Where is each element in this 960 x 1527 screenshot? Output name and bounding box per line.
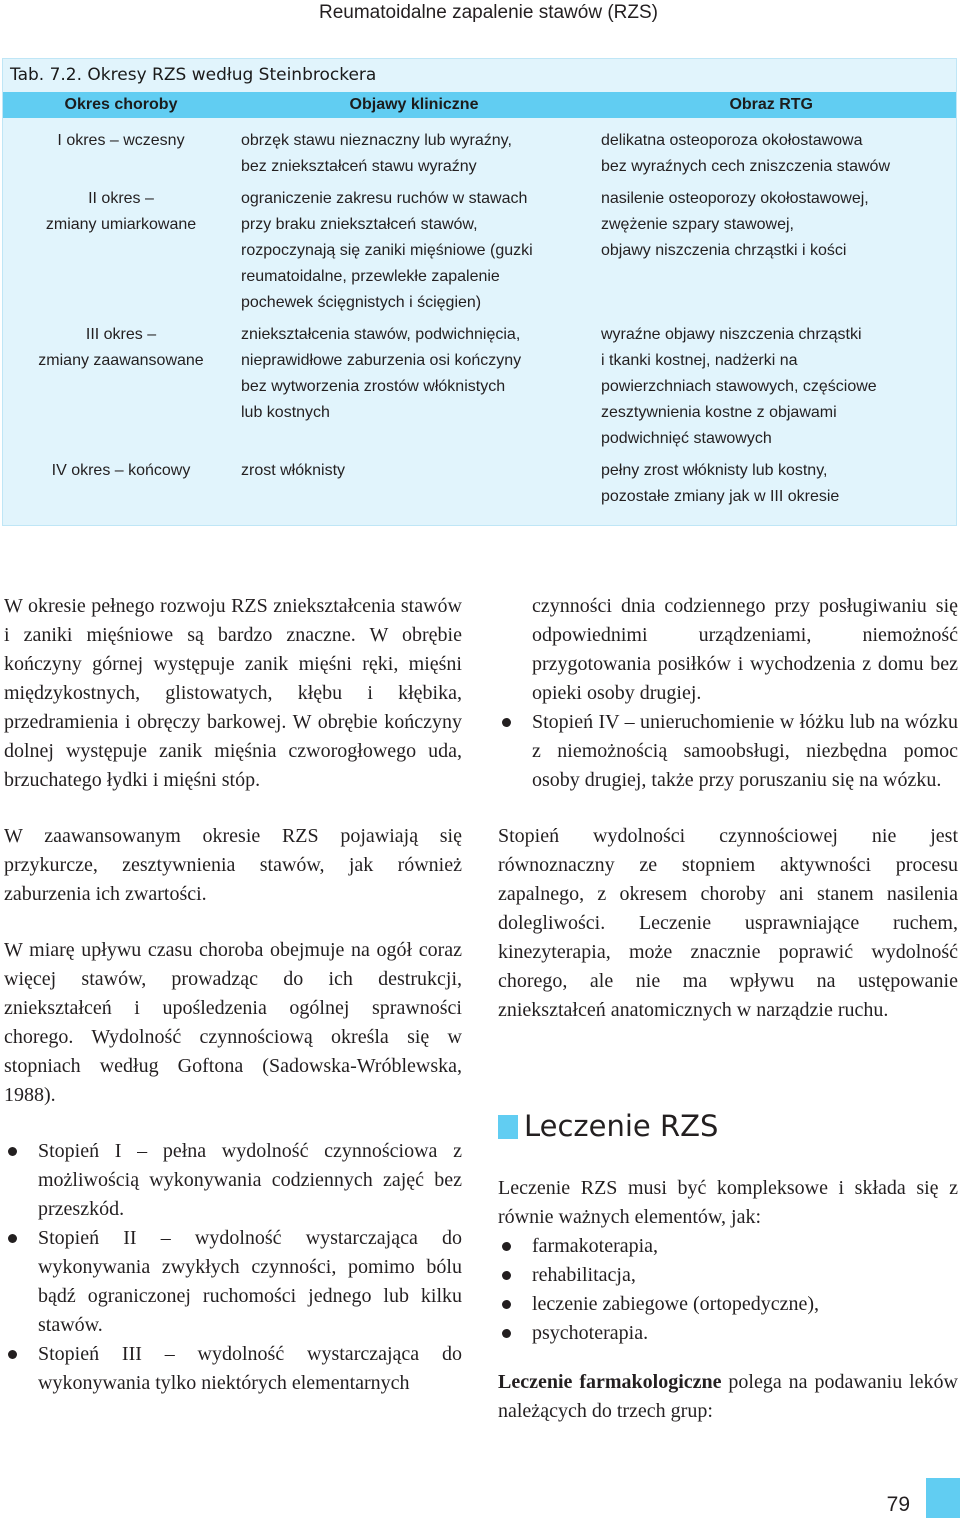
period-line: IV okres – końcowy xyxy=(51,462,191,479)
clinical-cell xyxy=(241,186,593,316)
period-line: zmiany zaawansowane xyxy=(38,352,204,369)
rtg-cell xyxy=(601,458,941,510)
list-item: farmakoterapia, xyxy=(498,1232,958,1261)
bullet-icon xyxy=(8,1350,17,1359)
clinical-line: pochewek ścięgnistych i ścięgien) xyxy=(241,294,482,311)
rtg-cell xyxy=(601,128,941,180)
clinical-line: zniekształcenia stawów, podwichnięcia, xyxy=(241,326,521,343)
functional-grades-list xyxy=(4,1137,462,1398)
clinical-cell xyxy=(241,458,593,484)
rtg-line: podwichnięć stawowych xyxy=(601,430,772,447)
list-item: Stopień III – wydolność wystarczająca do wykonywania tylko niektórych elementarnych xyxy=(4,1340,462,1398)
rtg-line: pozostałe zmiany jak w III okresie xyxy=(601,488,840,505)
list-item: Stopień I – pełna wydolność czynnościowa z możliwością wykonywania codziennych zajęć bez przeszkód. xyxy=(4,1137,462,1224)
list-item: leczenie zabiegowe (ortopedyczne), xyxy=(498,1290,958,1319)
paragraph-gofton: W miarę upływu czasu choroba obejmuje na ogół coraz więcej stawów, prowadząc do ich destrukcji, zniekształceń i upośledzenia ogólnej sprawności chorego. Wydolność czynnościową określa się w stopniach według Goftona (Sadowska-Wróblewska, 1988). xyxy=(4,939,462,1106)
bullet-icon xyxy=(502,718,511,727)
table-title: Tab. 7.2. Okresy RZS według Steinbrockera xyxy=(10,65,377,85)
bullet-icon xyxy=(502,1242,511,1251)
left-column xyxy=(4,592,462,1398)
clinical-line: bez wytworzenia zrostów włóknistych xyxy=(241,378,506,395)
bullet-icon xyxy=(8,1147,17,1156)
bullet-icon xyxy=(502,1329,511,1338)
treatment-elements-list xyxy=(498,1232,958,1348)
clinical-line: ograniczenie zakresu ruchów w stawach xyxy=(241,190,528,207)
paragraph-contractures: W zaawansowanym okresie RZS pojawiają się przykurcze, zesztywnienia stawów, jak również zaburzenia ich zwartości. xyxy=(4,825,462,905)
page-tab-marker xyxy=(926,1478,960,1518)
list-item: psychoterapia. xyxy=(498,1319,958,1348)
clinical-line: reumatoidalne, przewlekłe zapalenie xyxy=(241,268,500,285)
clinical-line: rozpoczynają się zaniki mięśniowe (guzki xyxy=(241,242,533,259)
rtg-line: delikatna osteoporoza okołostawowa xyxy=(601,132,863,149)
clinical-line: obrzęk stawu nieznaczny lub wyraźny, xyxy=(241,132,512,149)
rtg-cell xyxy=(601,186,941,264)
paragraph-pharmacological xyxy=(498,1368,958,1426)
rtg-line: bez wyraźnych cech zniszczenia stawów xyxy=(601,158,891,175)
clinical-line: bez zniekształceń stawu wyraźny xyxy=(241,158,477,175)
section-title: Leczenie RZS xyxy=(498,1104,718,1148)
rtg-line: wyraźne objawy niszczenia chrząstki xyxy=(601,326,862,343)
period-line: III okres – xyxy=(85,326,157,343)
period-line: I okres – wczesny xyxy=(57,132,185,149)
rtg-line: nasilenie osteoporozy okołostawowej, xyxy=(601,190,869,207)
table-row xyxy=(13,458,229,484)
paragraph-treatment: Leczenie RZS musi być kompleksowe i składa się z równie ważnych elementów, jak: xyxy=(498,1177,958,1228)
clinical-line: lub kostnych xyxy=(241,404,330,421)
clinical-cell xyxy=(241,322,593,426)
header-rtg: Obraz RTG xyxy=(729,96,813,113)
clinical-line: przy braku zniekształceń stawów, xyxy=(241,216,478,233)
header-period: Okres choroby xyxy=(64,96,178,113)
clinical-line: zrost włóknisty xyxy=(241,462,346,479)
rtg-cell xyxy=(601,322,941,452)
paragraph-advanced-changes: W okresie pełnego rozwoju RZS zniekształcenia stawów i zaniki mięśniowe są bardzo znaczne. W obrębie kończyny górnej występuje zanik mięśni ręki, mięśni międzykostnych, glistowatych, kłębu i kłębika, przedramienia i obręczy barkowej. W obrębie kończyny dolnej występuje zanik mięśnia czworogłowego uda, brzuchatego łydki i mięśni stóp. xyxy=(4,595,462,791)
period-line: II okres – xyxy=(88,190,154,207)
paragraph-functional-capacity: Stopień wydolności czynnościowej nie jest równoznaczny ze stopniem aktywności procesu zapalnego, z okresem choroby ani stanem nasilenia dolegliwości. Leczenie usprawniające ruchem, kinezyterapia, może znacznie poprawić wydolność chorego, ale nie ma wpływu na ustępowanie zniekształceń anatomicznych w narządzie ruchu. xyxy=(498,825,958,1021)
paragraph-continuation: czynności dnia codziennego przy posługiwaniu się odpowiednimi urządzeniami, niemożność przygotowania posiłków i wychodzenia z domu bez opieki osoby drugiej. xyxy=(532,595,958,704)
rtg-line: powierzchniach stawowych, częściowe xyxy=(601,378,877,395)
treatment-section xyxy=(498,1174,958,1426)
stages-table xyxy=(2,58,957,526)
list-item: rehabilitacja, xyxy=(498,1261,958,1290)
paragraph-text: polega na podawaniu leków należących do trzech grup: xyxy=(498,1371,958,1422)
running-header: Reumatoidalne zapalenie stawów (RZS) xyxy=(319,2,658,23)
bold-term: Leczenie farmakologiczne xyxy=(498,1371,722,1393)
rtg-line: pełny zrost włóknisty lub kostny, xyxy=(601,462,828,479)
header-clinical: Objawy kliniczne xyxy=(349,96,479,113)
clinical-line: nieprawidłowe zaburzenia osi kończyny xyxy=(241,352,522,369)
list-item: Stopień IV – unieruchomienie w łóżku lub na wózku z niemożnością samoobsługi, niezbędna pomoc osoby drugiej, także przy poruszaniu się na wózku. xyxy=(498,708,958,795)
bullet-icon xyxy=(8,1234,17,1243)
table-row xyxy=(13,322,229,374)
table-header-row xyxy=(3,92,956,118)
list-item: Stopień II – wydolność wystarczająca do wykonywania zwykłych czynności, pomimo bólu bądź ograniczonej ruchomości jednego lub kilku stawów. xyxy=(4,1224,462,1340)
table-row xyxy=(13,186,229,238)
clinical-cell xyxy=(241,128,593,180)
rtg-line: i tkanki kostnej, nadżerki na xyxy=(601,352,798,369)
rtg-line: zesztywnienia kostne z objawami xyxy=(601,404,837,421)
period-line: zmiany umiarkowane xyxy=(45,216,197,233)
grade-four-list xyxy=(498,708,958,795)
page-number: 79 xyxy=(886,1493,910,1516)
table-row xyxy=(13,128,229,154)
rtg-line: objawy niszczenia chrząstki i kości xyxy=(601,242,847,259)
rtg-line: zwężenie szpary stawowej, xyxy=(601,216,794,233)
section-marker-icon xyxy=(498,1115,518,1139)
bullet-icon xyxy=(502,1300,511,1309)
bullet-icon xyxy=(502,1271,511,1280)
right-column xyxy=(498,592,958,1025)
